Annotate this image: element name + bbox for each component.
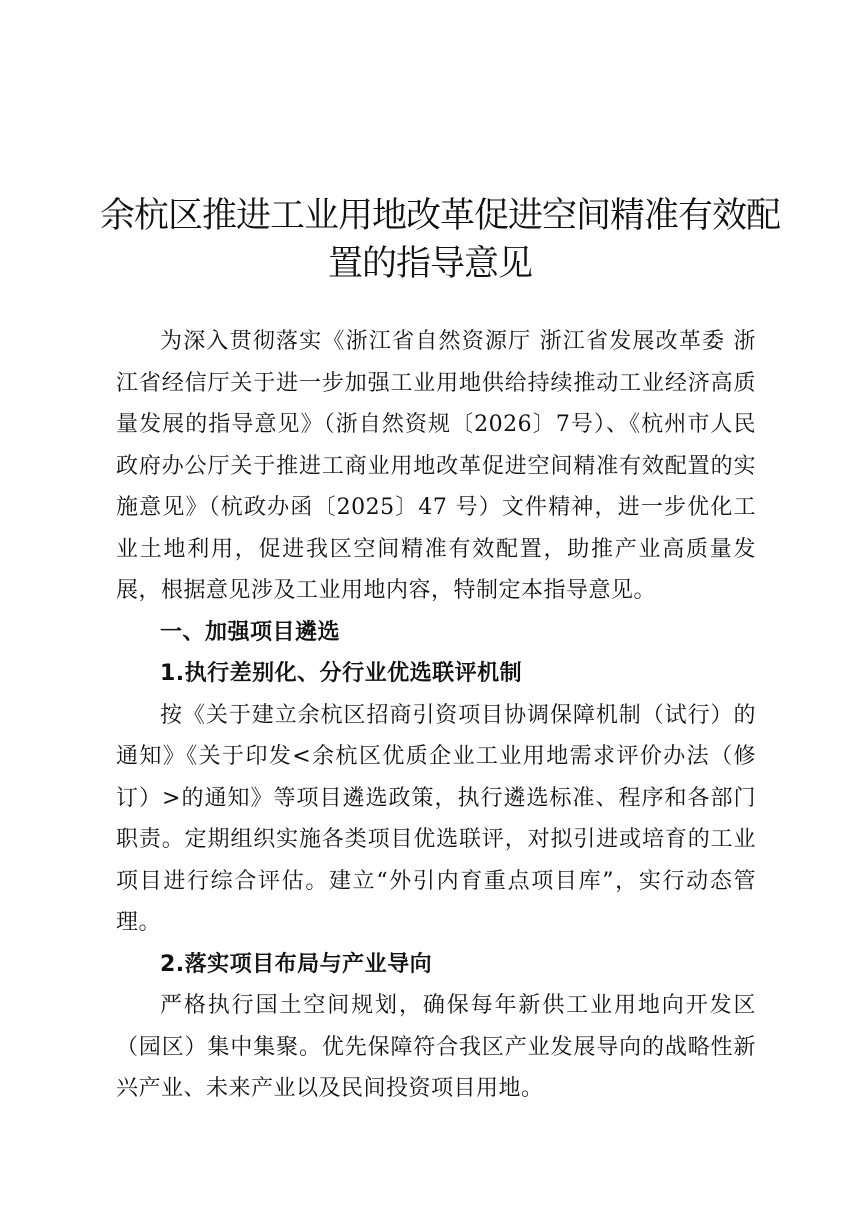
item-2-paragraph: 严格执行国土空间规划，确保每年新供工业用地向开发区（园区）集中集聚。优先保障符合我区产业发展导向的战略性新兴产业、未来产业以及民间投资项目用地。 bbox=[116, 993, 756, 1101]
item-1-heading: 1.执行差别化、分行业优选联评机制 bbox=[160, 661, 523, 686]
document-body bbox=[116, 321, 756, 1110]
document-title bbox=[100, 192, 781, 288]
intro-paragraph: 为深入贯彻落实《浙江省自然资源厅 浙江省发展改革委 浙江省经信厅关于进一步加强工业用地供给持续推动工业经济高质量发展的指导意见》（浙自然资规〔2026〕7号）、《杭州市人民政府办公厅关于推进工商业用地改革促进空间精准有效配置的实施意见》（杭政办函〔2025〕47 号）文件精神，进一步优化工业土地利用，促进我区空间精准有效配置，助推产业高质量发展，根据意见涉及工业用地内容，特制定本指导意见。 bbox=[116, 329, 756, 603]
section-1-heading: 一、加强项目遴选 bbox=[160, 619, 341, 645]
item-2-heading: 2.落实项目布局与产业导向 bbox=[160, 951, 433, 977]
document-title-line-1: 余杭区推进工业用地改革促进空间精准有效配 bbox=[100, 196, 781, 236]
item-1-paragraph: 按《关于建立余杭区招商引资项目协调保障机制（试行）的通知》《关于印发<余杭区优质企业工业用地需求评价办法（修订）>的通知》等项目遴选政策，执行遴选标准、程序和各部门职责。定期组织实施各类项目优选联评，对拟引进或培育的工业项目进行综合评估。建立“外引内育重点项目库”，实行动态管理。 bbox=[116, 702, 756, 935]
document-title-line-2: 置的指导意见 bbox=[327, 244, 532, 284]
